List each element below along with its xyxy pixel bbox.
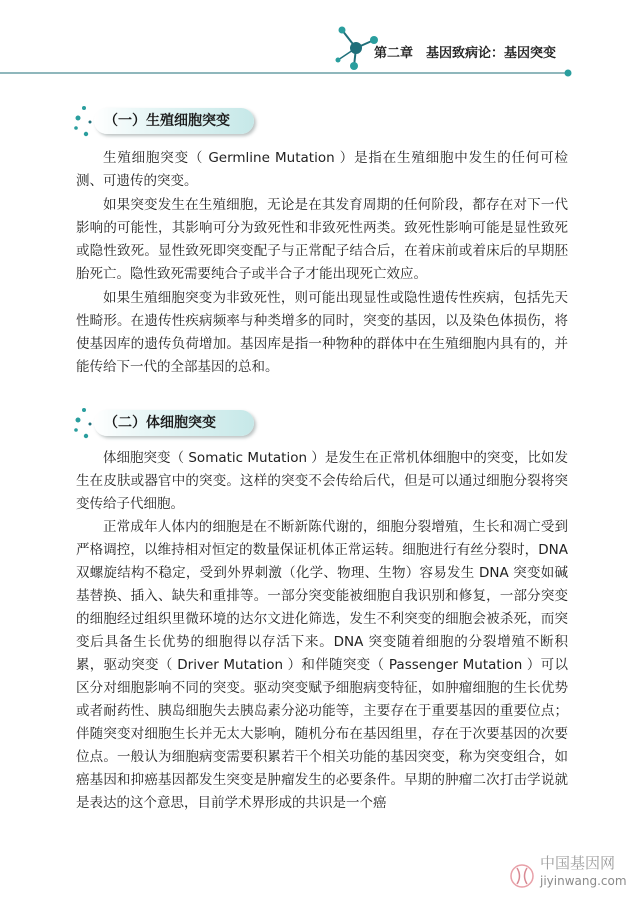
paragraph: 正常成年人体内的细胞是在不断新陈代谢的，细胞分裂增殖，生长和凋亡受到严格调控，以维持相对恒定的数量保证机体正常运转。细胞进行有丝分裂时，DNA 双螺旋结构不稳定，受到外界刺激（化学、物理、生物）容易发生 DNA 突变如碱基替换、插入、缺失和重排等。一部分突变能被细胞自我识别和修复，一部分突变的细胞经过组织里微环境的达尔文进化筛选，发生不利突变的细胞会被杀死，而突变后具备生长优势的细胞得以存活下来。DNA 突变随着细胞的分裂增殖不断积累，驱动突变（ Driver Mutation ）和伴随突变（ Passenger Mutation ）可以区分对细胞影响不同的突变。驱动突变赋予细胞病变特征，如肿瘤细胞的生长优势或者耐药性、胰岛细胞失去胰岛素分泌功能等，主要存在于重要基因的重要位点；伴随突变对细胞生长并无太大影响，随机分布在基因组里，存在于次要基因的次要位点。一般认为细胞病变需要积累若干个相关功能的基因突变，称为突变组合，如癌基因和抑癌基因都发生突变是肿瘤发生的必要条件。早期的肿瘤二次打击学说就是表达的这个意思，目前学术界形成的共识是一个癌 bbox=[76, 519, 568, 811]
header-divider bbox=[0, 68, 640, 78]
paragraph: 如果生殖细胞突变为非致死性，则可能出现显性或隐性遗传性疾病，包括先天性畸形。在遗传性疾病频率与种类增多的同时，突变的基因，以及染色体损伤，将使基因库的遗传负荷增加。基因库是指一种物种的群体中在生殖细胞内具有的，并能传给下一代的全部基因的总和。 bbox=[76, 290, 568, 375]
section-title: （二）体细胞突变 bbox=[104, 415, 216, 431]
watermark-name: 中国基因网 bbox=[540, 854, 616, 872]
watermark-url: jiyinwang.com bbox=[540, 874, 627, 888]
section-title: （一）生殖细胞突变 bbox=[104, 113, 230, 129]
paragraph: 生殖细胞突变（ Germline Mutation ）是指在生殖细胞中发生的任何可检测、可遗传的突变。 bbox=[76, 150, 568, 189]
paragraph: 如果突变发生在生殖细胞，无论是在其发育周期的任何阶段，都存在对下一代影响的可能性，其影响可分为致死性和非致死性两类。致死性影响可能是显性致死或隐性致死。显性致死即突变配子与正常配子结合后，在着床前或着床后的早期胚胎死亡。隐性致死需要纯合子或半合子才能出现死亡效应。 bbox=[76, 197, 568, 282]
section-header-1 bbox=[72, 100, 262, 142]
paragraph: 体细胞突变（ Somatic Mutation ）是发生在正常机体细胞中的突变，比如发生在皮肤或器官中的突变。这样的突变不会传给后代，但是可以通过细胞分裂将突变传给子代细胞。 bbox=[76, 450, 568, 512]
section-header-2 bbox=[72, 402, 262, 444]
chapter-title: 第二章 基因致病论：基因突变 bbox=[373, 46, 556, 61]
